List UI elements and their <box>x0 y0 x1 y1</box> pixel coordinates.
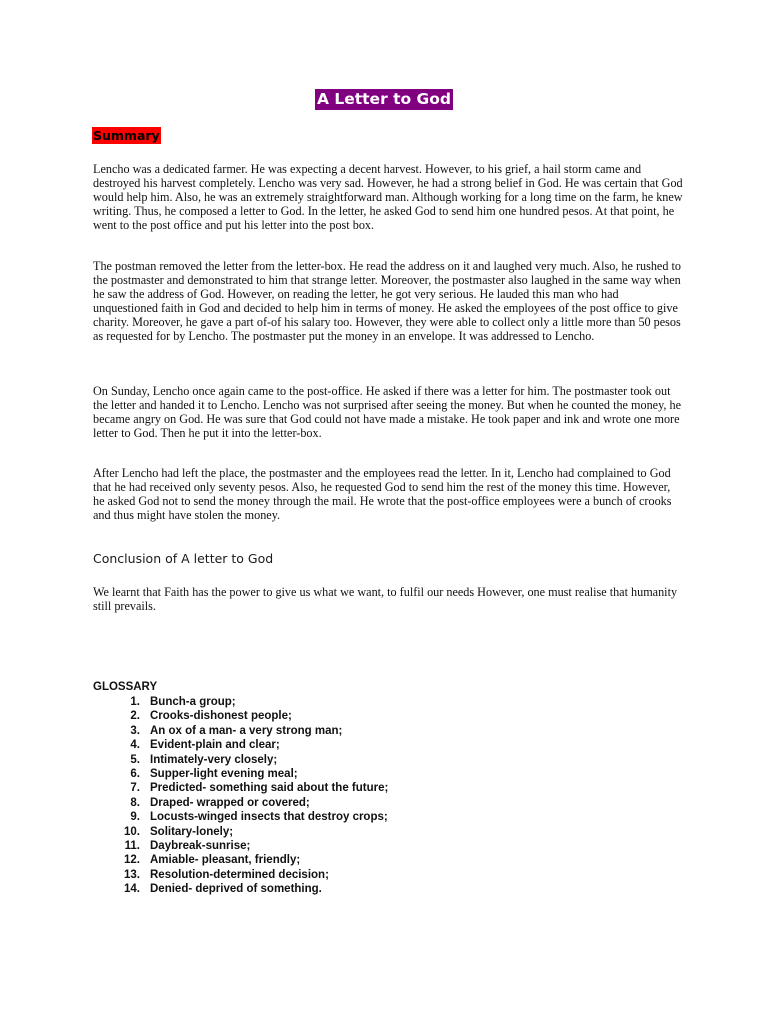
glossary-item-text: Crooks-dishonest people; <box>150 710 292 723</box>
glossary-item <box>112 781 388 795</box>
glossary-item-text: Supper-light evening meal; <box>150 768 298 781</box>
glossary-item-number: 14. <box>124 883 140 896</box>
glossary-item-text: Intimately-very closely; <box>150 753 278 766</box>
glossary-item <box>112 695 388 709</box>
glossary-item-number: 7. <box>130 782 140 795</box>
summary-paragraph-4: After Lencho had left the place, the postmaster and the employees read the letter. In it, Lencho had complained to God that he had received only seventy pesos. Also, he requested God to send him the rest of the money this time. However, he asked God not to send the money through the mail. He wrote that the post-office employees were a bunch of crooks and thus might have stolen the money. <box>93 466 672 523</box>
summary-paragraph-3: On Sunday, Lencho once again came to the post-office. He asked if there was a letter for him. The postmaster took out the letter and handed it to Lencho. Lencho was not surprised after seeing the money. But when he counted the money, he became angry on God. He was sure that God could not have made a mistake. He took paper and ink and wrote one more letter to God. Then he put it into the letter-box. <box>93 384 681 441</box>
glossary-item-text: Amiable- pleasant, friendly; <box>150 854 301 867</box>
glossary-item-number: 2. <box>130 710 140 723</box>
glossary-item-number: 12. <box>124 854 140 867</box>
glossary-item <box>112 753 388 767</box>
glossary-item-number: 13. <box>124 868 140 881</box>
summary-heading: Summary <box>93 128 160 143</box>
glossary-heading: GLOSSARY <box>93 681 158 693</box>
conclusion-heading: Conclusion of A letter to God <box>93 551 274 566</box>
glossary-item-number: 1. <box>130 696 140 708</box>
document-title: A Letter to God <box>316 90 452 108</box>
summary-paragraph-2: The postman removed the letter from the letter-box. He read the address on it and laughed very much. Also, he rushed to the postmaster and demonstrated to him that strange letter. Moreover, the postmaster also laughed in the same way when he saw the address of God. However, on reading the letter, he got very serious. He lauded this man who had unquestioned faith in God and decided to help him in terms of money. He asked the employees of the post office to give charity. Moreover, he gave a part of-of his salary too. However, they were able to collect only a little more than 50 pesos as requested for by Lencho. The postmaster put the money in an envelope. It was addressed to Lencho. <box>93 259 681 344</box>
glossary-item-number: 4. <box>130 739 140 752</box>
glossary-item-text: Solitary-lonely; <box>150 825 234 838</box>
glossary-item <box>112 796 388 810</box>
glossary-item <box>112 810 388 824</box>
glossary-item-number: 11. <box>124 840 140 853</box>
glossary-item <box>112 825 388 839</box>
glossary-item-text: Evident-plain and clear; <box>150 739 280 752</box>
glossary-item-number: 9. <box>130 811 140 824</box>
summary-paragraph-1: Lencho was a dedicated farmer. He was expecting a decent harvest. However, to his grief, a hail storm came and destroyed his harvest completely. Lencho was very sad. However, he had a strong belief in God. He was certain that God would help him. Also, he was an extremely straightforward man. Although working for a long time on the farm, he knew writing. Thus, he composed a letter to God. In the letter, he asked God to send him one hundred pesos. At that point, he went to the post office and put his letter into the post box. <box>93 162 683 233</box>
glossary-item <box>112 709 388 723</box>
glossary-item-text: Daybreak-sunrise; <box>150 840 251 853</box>
glossary-list <box>112 695 388 897</box>
glossary-item-text: Draped- wrapped or covered; <box>150 796 310 809</box>
glossary-item-number: 8. <box>130 796 140 809</box>
glossary-item-text: Predicted- something said about the future; <box>150 782 389 795</box>
glossary-item <box>112 839 388 853</box>
glossary-item-number: 6. <box>130 768 140 781</box>
glossary-item-number: 3. <box>130 724 140 737</box>
glossary-item-text: Denied- deprived of something. <box>150 883 322 896</box>
glossary-item-number: 10. <box>124 825 140 838</box>
glossary-item-text: An ox of a man- a very strong man; <box>150 724 343 737</box>
glossary-item <box>112 882 388 896</box>
glossary-item <box>112 724 388 738</box>
glossary-item <box>112 868 388 882</box>
conclusion-paragraph: We learnt that Faith has the power to give us what we want, to fulfil our needs However, one must realise that humanity still prevails. <box>93 585 678 614</box>
title-container <box>0 89 768 110</box>
glossary-item <box>112 738 388 752</box>
glossary-item-text: Bunch-a group; <box>150 696 236 708</box>
glossary-item-number: 5. <box>130 753 140 766</box>
glossary-item-text: Resolution-determined decision; <box>150 868 329 881</box>
glossary-item-text: Locusts-winged insects that destroy crops; <box>150 811 388 824</box>
glossary-item <box>112 767 388 781</box>
glossary-item <box>112 853 388 867</box>
